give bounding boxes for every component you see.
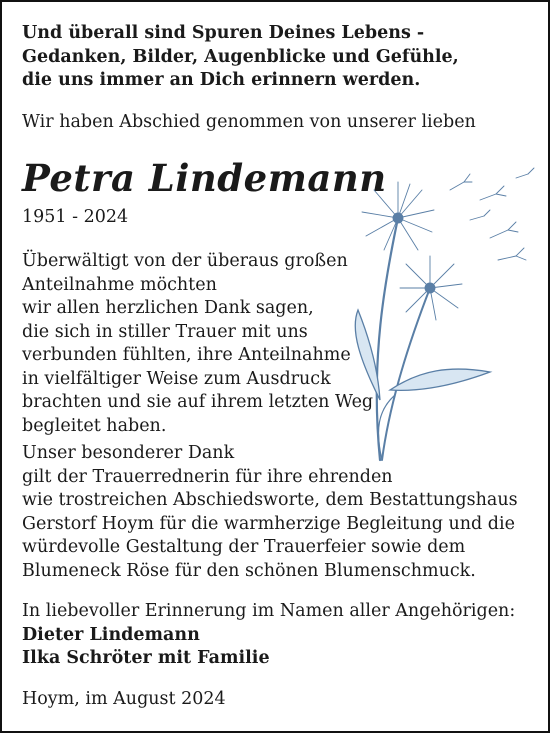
place-date: Hoym, im August 2024: [22, 689, 226, 709]
intro-text: Wir haben Abschied genommen von unserer lieben: [22, 112, 476, 132]
verse-line: Gedanken, Bilder, Augenblicke und Gefühle,: [22, 46, 459, 67]
signatory: Dieter Lindemann: [22, 624, 200, 645]
thanks-line: brachten und sie auf ihrem letzten Weg: [22, 392, 374, 412]
deceased-name: Petra Lindemann: [22, 156, 387, 200]
thanks-line: verbunden fühlten, ihre Anteilnahme: [22, 345, 351, 365]
thanks-paragraph-1: [22, 250, 373, 438]
thanks-line: Unser besonderer Dank: [22, 443, 235, 463]
thanks-line: wie trostreichen Abschiedsworte, dem Bestattungshaus: [22, 490, 518, 510]
thanks-line: die sich in stiller Trauer mit uns: [22, 321, 308, 342]
verse-line: die uns immer an Dich erinnern werden.: [22, 70, 421, 90]
thanks-line: Gerstorf Hoym für die warmherzige Begleitung und die: [22, 513, 515, 534]
thanks-line: würdevolle Gestaltung der Trauerfeier sowie dem: [22, 537, 466, 557]
life-dates: 1951 - 2024: [22, 207, 129, 227]
thanks-line: Anteilnahme möchten: [22, 274, 217, 295]
thanks-line: Blumeneck Röse für den schönen Blumenschmuck.: [22, 560, 476, 581]
thanks-line: in vielfältiger Weise zum Ausdruck: [22, 368, 331, 389]
verse: [22, 22, 459, 93]
dandelion-illustration: [340, 160, 540, 470]
verse-line: Und überall sind Spuren Deines Lebens -: [22, 23, 425, 43]
closing-block: [22, 600, 515, 671]
closing-line: In liebevoller Erinnerung im Namen aller Angehörigen:: [22, 601, 516, 621]
thanks-line: Überwältigt von der überaus großen: [22, 251, 348, 271]
thanks-line: gilt der Trauerrednerin für ihre ehrenden: [22, 466, 393, 487]
signatory: Ilka Schröter mit Familie: [22, 648, 270, 668]
thanks-line: begleitet haben.: [22, 415, 167, 436]
thanks-line: wir allen herzlichen Dank sagen,: [22, 298, 314, 318]
